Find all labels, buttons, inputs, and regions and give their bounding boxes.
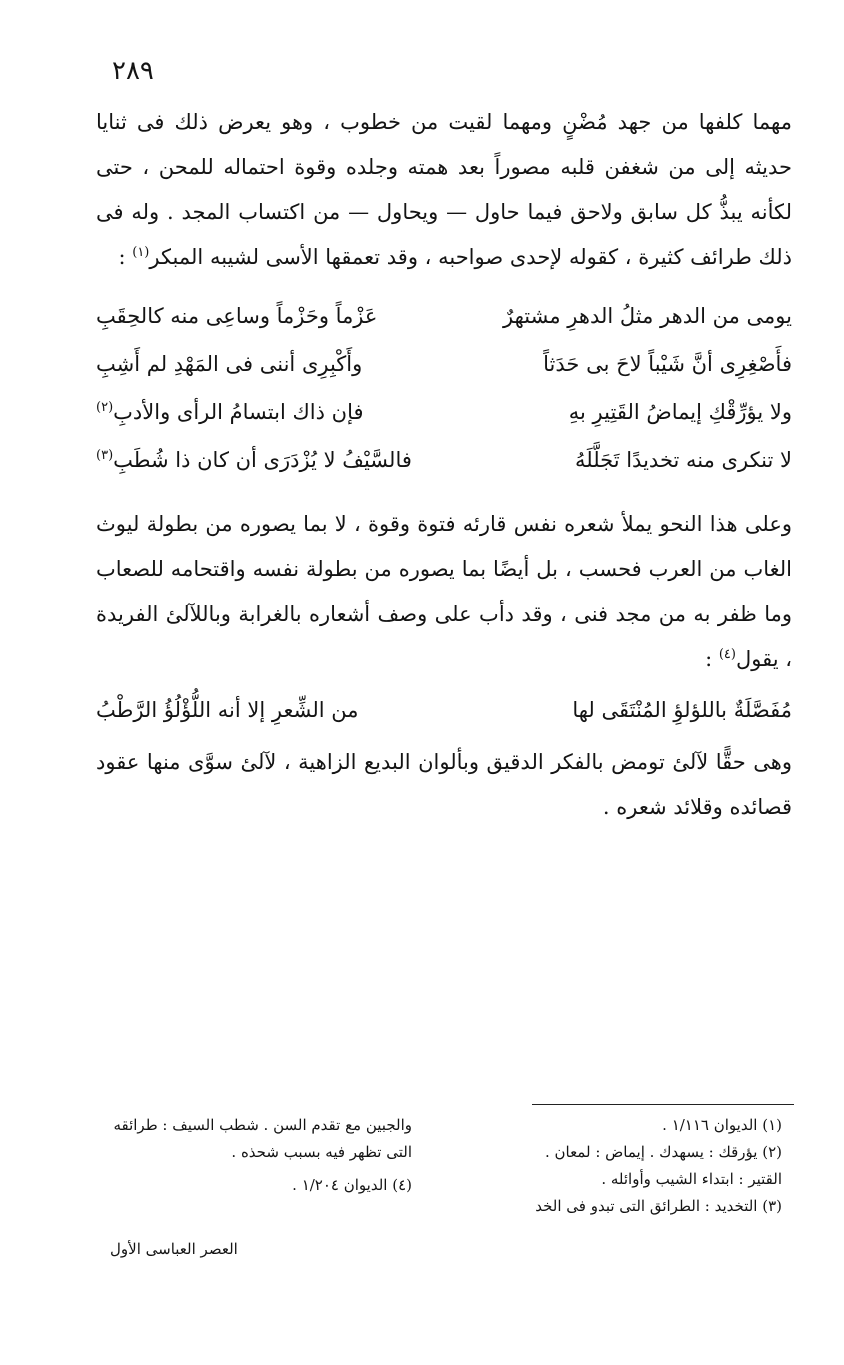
footnote-1: (١) الديوان ١/١١٦ . xyxy=(662,1116,782,1134)
verse-4-first-hemistich: لا تنكرى منه تخديدًا تَجَلَّلَهُ xyxy=(574,448,792,472)
paragraph-1-text: مهما كلفها من جهد مُضْنٍ ومهما لقيت من خطوب ، وهو يعرض ذلك فى ثنايا حديثه إلى من شغفن قلبه مصوراً بعد همته وجلده وقوة احتماله للمحن ، حتى لكأنه يبذُّ كل سابق ولاحق فيما حاول — ويحاول — من اكتساب المجد . وله فى ذلك طرائف كثيرة ، كقوله لإحدى صواحبه ، وقد تعمقها الأسى لشيبه المبكر xyxy=(96,110,792,269)
footnote-3: (٣) التخديد : الطرائق التى تبدو فى الخد xyxy=(535,1197,782,1215)
verse-3-first-hemistich: ولا يؤرِّقْكِ إيماضُ القَتِيرِ بهِ xyxy=(568,400,792,424)
running-footer: العصر العباسى الأول xyxy=(110,1240,238,1258)
paragraph-2-end: : xyxy=(705,647,713,671)
footnote-divider xyxy=(532,1104,794,1105)
verse-line-2 xyxy=(96,344,792,384)
paragraph-3: وهى حقًّا لآلئ تومض بالفكر الدقيق وبألوان البديع الزاهية ، لآلئ سوَّى منها عقود قصائده وقلائد شعره . xyxy=(96,750,792,819)
verse-4-second-text: فالسَّيْفُ لا يُزْدَرَى أن كان ذا شُطَبِ xyxy=(113,448,412,472)
verse-3-second-text: فإن ذاك ابتسامُ الرأى والأدبِ xyxy=(113,400,364,424)
paragraph-1-end: : xyxy=(118,245,126,269)
verse-2-first-hemistich: فأَصْغِرِى أنَّ شَيْباً لاحَ بى حَدَثاً xyxy=(543,352,792,376)
verse-line-3 xyxy=(96,392,792,432)
footnote-ref-2: (٢) xyxy=(96,400,114,415)
verse-4-second-hemistich xyxy=(96,440,436,480)
footnote-ref-1: (١) xyxy=(132,245,150,260)
paragraph-2 xyxy=(96,502,792,682)
verse-5-second-hemistich: من الشِّعرِ إلا أنه اللُّؤْلُؤُ الرَّطْبُ xyxy=(96,698,359,722)
footnote-4: (٤) الديوان ١/٢٠٤ . xyxy=(292,1176,412,1194)
paragraph-2-text: وعلى هذا النحو يملأ شعره نفس قارئه فتوة وقوة ، لا بما يصوره من بطولة ليوث الغاب من العرب فحسب ، بل أيضًا بما يصوره من بطولة نفسه واقتحامه للصعاب وما ظفر به من مجد فنى ، وقد دأب على وصف أشعاره بالغرابة وباللآلئ الفريدة ، يقول xyxy=(96,512,792,671)
footnote-ref-3: (٣) xyxy=(96,448,114,463)
footnote-3-continued-2: التى تظهر فيه بسبب شحذه . xyxy=(231,1143,412,1161)
verse-1-second-hemistich xyxy=(96,296,436,336)
verse-1-second-text: عَزْماً وحَزْماً وساعِى منه كالحِقَبِ xyxy=(96,304,378,328)
footnote-2-continued: القتير : ابتداء الشيب وأوائله . xyxy=(601,1170,782,1188)
paragraph-1 xyxy=(96,100,792,280)
verse-3-second-hemistich xyxy=(96,392,436,432)
page-number: ٢٨٩ xyxy=(112,56,154,86)
footnote-3-continued: والجبين مع تقدم السن . شطب السيف : طرائقه xyxy=(113,1116,412,1134)
verse-2-second-hemistich xyxy=(96,344,436,384)
verse-line-1 xyxy=(96,296,792,336)
verse-2-second-text: وأَكْبِرِى أننى فى المَهْدِ لم أَشِبِ xyxy=(96,352,363,376)
verse-line-4 xyxy=(96,440,792,480)
verse-1-first-hemistich: يومى من الدهر مثلُ الدهرِ مشتهرٌ xyxy=(503,304,792,328)
verse-line-5 xyxy=(96,690,792,730)
footnote-ref-4: (٤) xyxy=(718,647,736,662)
footnote-2: (٢) يؤرقك : يسهدك . إيماض : لمعان . xyxy=(544,1143,782,1161)
verse-5-first-hemistich: مُفَصَّلَةٌ باللؤلؤِ المُنْتَقَى لها xyxy=(572,698,792,722)
